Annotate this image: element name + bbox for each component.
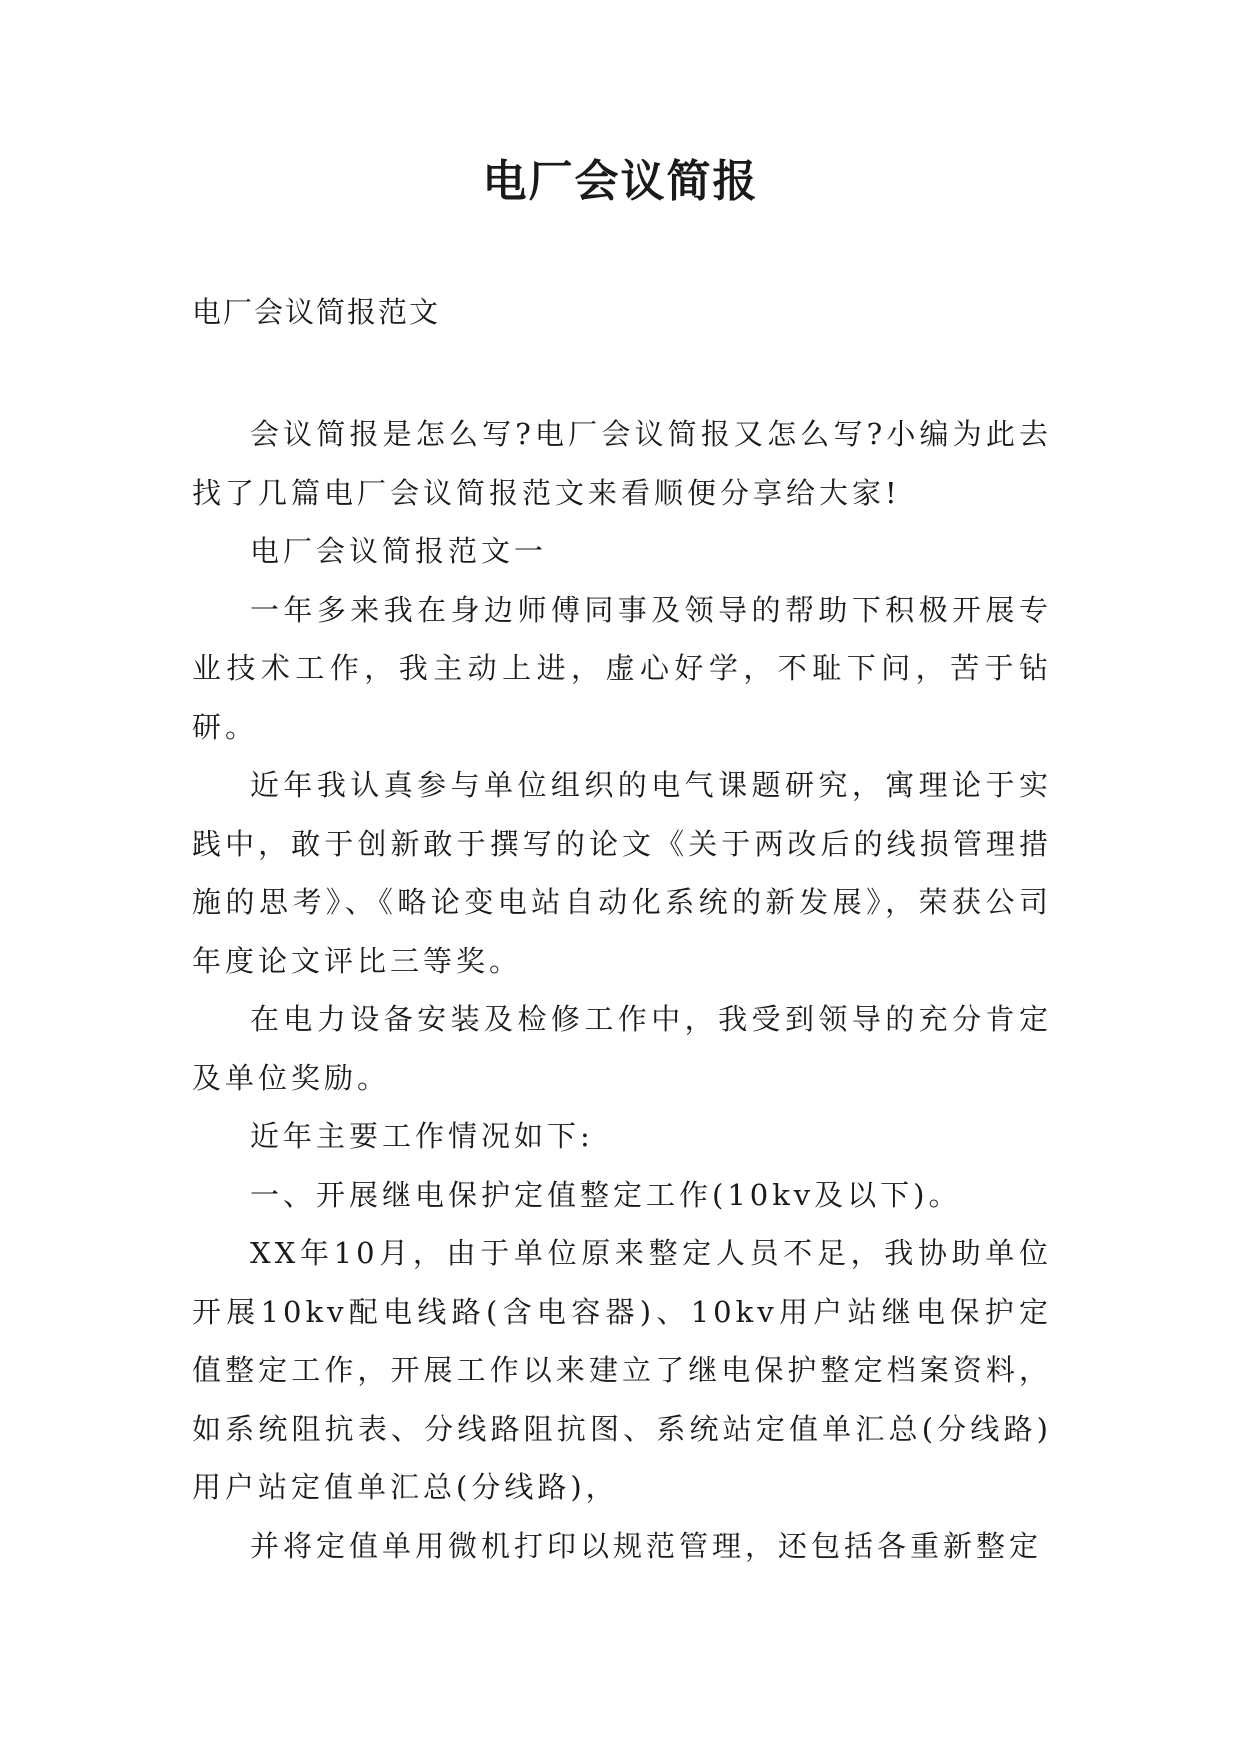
paragraph: 在电力设备安装及检修工作中，我受到领导的充分肯定及单位奖励。 <box>192 1002 1052 1095</box>
paragraph: 一年多来我在身边师傅同事及领导的帮助下积极开展专业技术工作，我主动上进，虚心好学，不耻下问，苦于钻研。 <box>192 592 1052 744</box>
paragraph: XX年10月，由于单位原来整定人员不足，我协助单位开展10kv配电线路(含电容器)、10kv用户站继电保护定值整定工作，开展工作以来建立了继电保护整定档案资料，如系统阻抗表、分线路阻抗图、系统站定值单汇总(分线路)用户站定值单汇总(分线路)， <box>192 1236 1052 1504</box>
document-subtitle: 电厂会议简报范文 <box>192 295 441 329</box>
document-body <box>192 405 1052 1575</box>
document-title: 电厂会议简报 <box>482 156 759 207</box>
paragraph: 并将定值单用微机打印以规范管理，还包括各重新整定 <box>250 1528 1043 1563</box>
paragraph: 近年我认真参与单位组织的电气课题研究，寓理论于实践中，敢于创新敢于撰写的论文《关于两改后的线损管理措施的思考》、《略论变电站自动化系统的新发展》，荣获公司年度论文评比三等奖。 <box>192 768 1052 978</box>
paragraph: 会议简报是怎么写?电厂会议简报又怎么写?小编为此去找了几篇电厂会议简报范文来看顺便分享给大家! <box>192 417 1052 510</box>
paragraph: 电厂会议简报范文一 <box>250 534 548 568</box>
paragraph: 一、开展继电保护定值整定工作(10kv及以下)。 <box>250 1177 962 1212</box>
paragraph: 近年主要工作情况如下: <box>250 1119 594 1153</box>
